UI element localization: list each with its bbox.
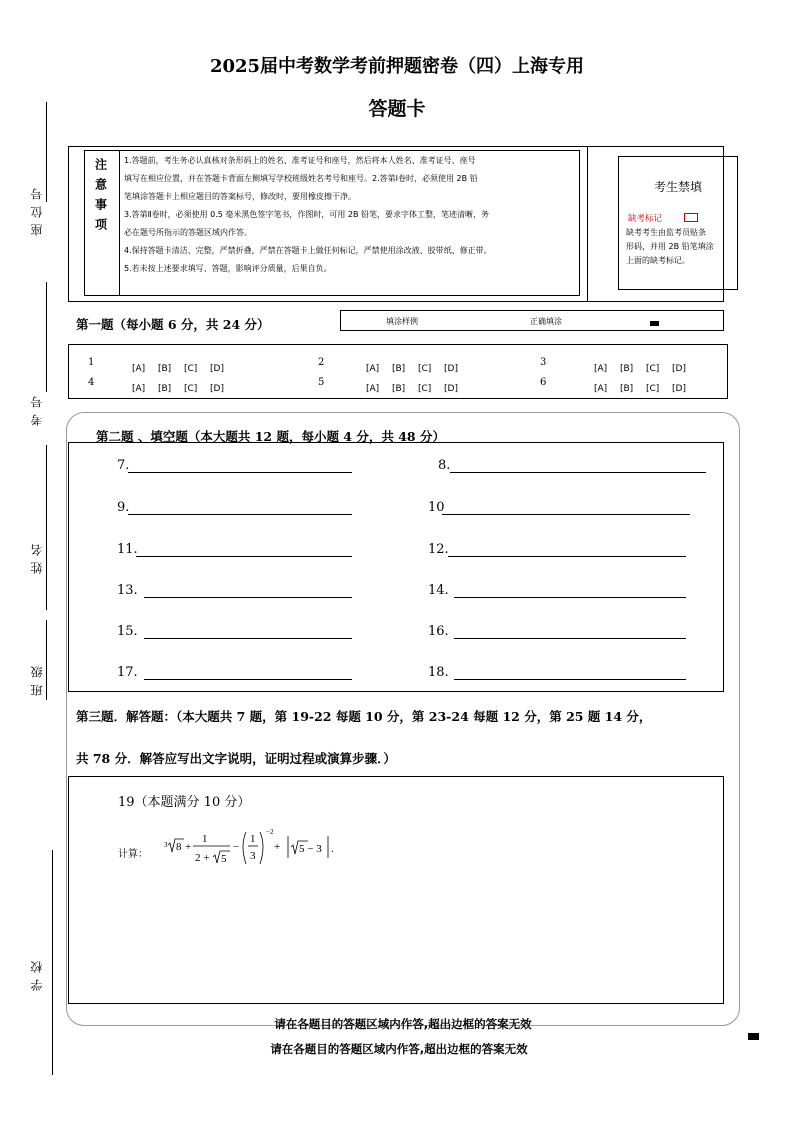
blank-line[interactable] [454, 679, 686, 680]
option-c[interactable]: [C] [418, 384, 432, 394]
correct-fill-mark [650, 321, 659, 326]
choice-qnum: 4 [88, 377, 95, 388]
option-d[interactable]: [D] [672, 364, 686, 374]
blank-label: 10 [428, 500, 445, 515]
blank-line[interactable] [144, 679, 352, 680]
option-c[interactable]: [C] [646, 364, 660, 374]
footer-warning-1: 请在各题目的答题区域内作答,超出边框的答案无效 [274, 1017, 532, 1031]
option-a[interactable]: [A] [366, 384, 380, 394]
fill-example-label: 填涂样例 [386, 317, 418, 326]
choice-qnum: 3 [540, 357, 547, 368]
svg-text:+: + [185, 841, 192, 853]
blank-line[interactable] [442, 514, 690, 515]
option-c[interactable]: [C] [646, 384, 660, 394]
blank-line[interactable] [448, 556, 686, 557]
blank-line[interactable] [144, 597, 352, 598]
blank-label: 11. [117, 542, 138, 557]
notice-line: 填写在相应位置，并在答题卡背面左侧填写学校班级姓名考号和座号。2.答第Ⅰ卷时，必须使用 2B 铅 [124, 174, 478, 183]
section3-title-line1: 第三题．解答题：（本大题共 7 题，第 19-22 每题 10 分，第 23-24 每题 12 分，第 25 题 14 分， [76, 709, 652, 724]
option-a[interactable]: [A] [366, 364, 380, 374]
blank-label: 18. [428, 665, 449, 680]
notice-line: 必在题号所指示的答题区域内作答。 [124, 228, 252, 237]
q19-title: 19（本题满分 10 分） [118, 795, 251, 810]
section2-title: 第二题 、填空题（本大题共 12 题，每小题 4 分，共 48 分） [96, 429, 445, 444]
side-line [46, 102, 47, 202]
notice-line: 3.答第Ⅱ卷时，必须使用 0.5 毫米黑色签字笔书，作图时，可用 2B 铅笔，要求字体工整，笔迹清晰，务 [124, 210, 490, 219]
page-marker [748, 1033, 759, 1040]
barcode-desc-line: 形码，并用 2B 铅笔填涂 [626, 242, 714, 251]
notice-line: 4.保持答题卡清洁、完整，严禁折叠，严禁在答题卡上做任何标记，严禁使用涂改液、胶带纸、修正带。 [124, 246, 492, 255]
side-label-exam-no: 考号 [30, 390, 44, 426]
blank-label: 14. [428, 583, 449, 598]
blank-line[interactable] [144, 638, 352, 639]
q19-formula [160, 826, 350, 872]
barcode-desc-line: 上面的缺考标记。 [626, 256, 690, 265]
svg-text:3: 3 [164, 841, 168, 849]
option-a[interactable]: [A] [132, 384, 146, 394]
choice-options [366, 376, 470, 395]
svg-text:3: 3 [250, 850, 256, 862]
notice-line: 1.答题前，考生务必认真核对条形码上的姓名、准考证号和座号，然后将本人姓名、准考证号、座号 [124, 156, 476, 165]
blank-label: 7. [117, 458, 130, 473]
blank-line[interactable] [136, 556, 352, 557]
option-b[interactable]: [B] [392, 384, 406, 394]
blank-label: 13. [117, 583, 138, 598]
svg-text:−2: −2 [266, 828, 274, 836]
choice-qnum: 6 [540, 377, 547, 388]
q19-prefix: 计算： [118, 849, 148, 860]
q19-answer-box[interactable] [68, 776, 724, 1004]
missing-exam-label: 缺考标记 [628, 214, 663, 224]
blank-line[interactable] [454, 638, 686, 639]
blank-label: 12. [428, 542, 449, 557]
option-c[interactable]: [C] [418, 364, 432, 374]
footer-warning-2: 请在各题目的答题区域内作答,超出边框的答案无效 [270, 1042, 528, 1056]
option-a[interactable]: [A] [594, 384, 608, 394]
option-a[interactable]: [A] [132, 364, 146, 374]
side-line [46, 445, 47, 610]
option-b[interactable]: [B] [620, 384, 634, 394]
barcode-desc-line: 缺考考生由监考员贴条 [626, 228, 706, 237]
divider [587, 146, 588, 302]
blank-label: 15. [117, 624, 138, 639]
choice-options [366, 356, 470, 375]
svg-text:−: − [233, 841, 240, 853]
blank-line[interactable] [454, 597, 686, 598]
option-d[interactable]: [D] [672, 384, 686, 394]
blank-line[interactable] [128, 514, 352, 515]
blank-line[interactable] [450, 472, 706, 473]
notice-line: 5.若未按上述要求填写、答题，影响评分质量，后果自负。 [124, 264, 332, 273]
notice-text [124, 152, 578, 278]
svg-text:5: 5 [221, 853, 227, 865]
svg-text:1: 1 [202, 833, 208, 845]
choice-options [132, 376, 236, 395]
svg-text:2 +: 2 + [195, 852, 210, 864]
missing-exam-checkbox[interactable] [684, 213, 698, 222]
page-subtitle: 答题卡 [368, 98, 426, 120]
notice-label-cell [84, 150, 120, 296]
svg-text:8: 8 [176, 841, 182, 853]
side-label-seat: 座位号 [30, 182, 44, 236]
choice-qnum: 1 [88, 357, 95, 368]
page-title: 2025届中考数学考前押题密卷（四）上海专用 [209, 56, 585, 77]
svg-text:.: . [331, 843, 334, 855]
section1-title: 第一题（每小题 6 分，共 24 分） [76, 317, 270, 332]
option-d[interactable]: [D] [210, 384, 224, 394]
correct-fill-label: 正确填涂 [530, 317, 562, 326]
option-d[interactable]: [D] [444, 384, 458, 394]
barcode-desc [626, 226, 714, 268]
option-d[interactable]: [D] [210, 364, 224, 374]
svg-text:1: 1 [250, 833, 256, 845]
side-label-school: 学校 [30, 955, 44, 991]
notice-label: 注意事项 [93, 158, 108, 238]
option-b[interactable]: [B] [158, 384, 172, 394]
fill-blank-box [68, 442, 724, 692]
side-label-name: 姓名 [30, 538, 44, 574]
option-b[interactable]: [B] [158, 364, 172, 374]
option-c[interactable]: [C] [184, 364, 198, 374]
side-line [46, 282, 47, 392]
notice-line: 笔填涂答题卡上相应题目的答案标号，修改时，要用橡皮擦干净。 [124, 192, 356, 201]
choice-options [132, 356, 236, 375]
blank-label: 16. [428, 624, 449, 639]
option-b[interactable]: [B] [392, 364, 406, 374]
barcode-title: 考生禁填 [653, 180, 702, 194]
option-d[interactable]: [D] [444, 364, 458, 374]
blank-label: 8. [438, 458, 451, 473]
side-line [46, 620, 47, 700]
option-a[interactable]: [A] [594, 364, 608, 374]
blank-line[interactable] [128, 472, 352, 473]
side-label-class: 班级 [30, 660, 44, 696]
blank-label: 9. [117, 500, 130, 515]
blank-label: 17. [117, 665, 138, 680]
choice-options [594, 356, 698, 375]
choice-qnum: 5 [318, 377, 325, 388]
section3-title-line2: 共 78 分．解答应写出文字说明，证明过程或演算步骤．） [76, 751, 396, 766]
option-b[interactable]: [B] [620, 364, 634, 374]
choice-qnum: 2 [318, 357, 325, 368]
svg-text:5 − 3: 5 − 3 [299, 843, 322, 855]
choice-options [594, 376, 698, 395]
svg-text:+: + [274, 841, 281, 853]
option-c[interactable]: [C] [184, 384, 198, 394]
